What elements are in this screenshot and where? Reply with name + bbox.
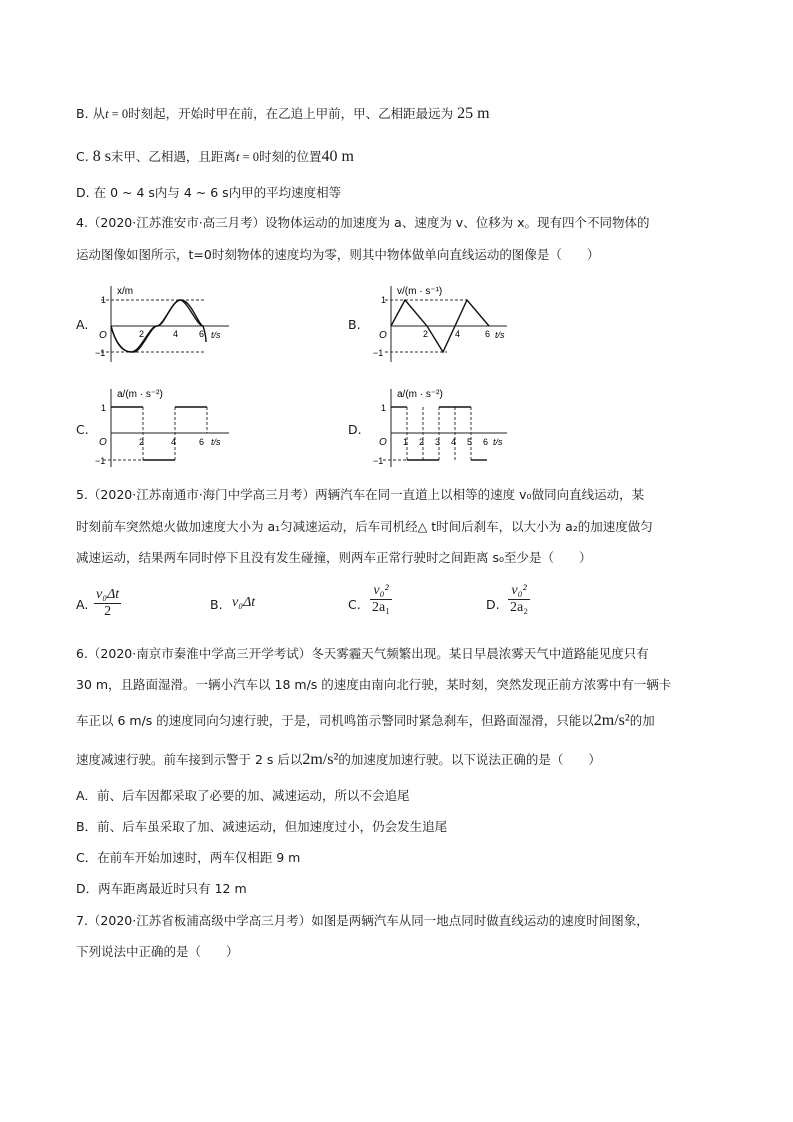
graph-d-tick-5: 5 <box>467 437 473 447</box>
graph-a-tick-6: 6 <box>199 329 205 339</box>
graph-a <box>95 282 235 367</box>
q6-option-a: A．前、后车因都采取了必要的加、减速运动，所以不会追尾 <box>76 788 410 803</box>
graph-d-label: D. <box>348 422 362 437</box>
q3-option-c: C. 8 s末甲、乙相遇，且距离t = 0时刻的位置40 m <box>76 148 354 165</box>
graph-d-yneg: −1 <box>373 456 384 466</box>
graph-c-xlabel: t/s <box>211 437 221 447</box>
q5-option-b-label: B. <box>210 597 223 612</box>
q3-option-b: B. 从t = 0时刻起，开始时甲在前，在乙追上甲前，甲、乙相距最远为 25 m <box>76 105 490 122</box>
graph-a-tick-2: 2 <box>139 329 145 339</box>
graph-c-tick-4: 4 <box>171 437 177 447</box>
q5-option-c-label: C. <box>348 597 361 612</box>
graph-a-label: A. <box>76 317 89 332</box>
graph-d <box>367 385 517 470</box>
graph-b <box>367 282 517 367</box>
graph-d-tick-1: 1 <box>403 437 409 447</box>
q5-stem-line2: 时刻前车突然熄火做加速度大小为 a₁匀减速运动，后车司机经△ t时间后刹车，以大小为 a₂的加速度做匀 <box>76 519 653 534</box>
q5-option-c-fraction: $\frac{\text{v₀²}}{\text{2a₁}}$ <box>372 583 391 615</box>
graph-c-origin: O <box>99 437 107 448</box>
q4-stem-line1: 4.（2020·江苏淮安市·高三月考）设物体运动的加速度为 a、速度为 v、位移为 x。现有四个不同物体的 <box>76 215 650 230</box>
q6-option-c: C．在前车开始加速时，两车仅相距 9 m <box>76 850 301 865</box>
graph-b-yneg: −1 <box>373 348 384 358</box>
graph-b-tick-2: 2 <box>423 329 429 339</box>
graph-d-xlabel: t/s <box>493 437 503 447</box>
q5-option-d-label: D. <box>486 597 500 612</box>
graph-d-ypos: 1 <box>381 403 387 413</box>
q6-option-b: B．前、后车虽采取了加、减速运动，但加速度过小，仍会发生追尾 <box>76 819 448 834</box>
graph-c-label: C. <box>76 422 89 437</box>
q5-option-a-label: A. <box>76 597 89 612</box>
graph-d-ylabel: a/(m · s⁻²) <box>397 389 443 400</box>
graph-a-tick-4: 4 <box>173 329 179 339</box>
graph-d-tick-2: 2 <box>419 437 425 447</box>
graph-b-label: B. <box>348 317 361 332</box>
q6-stem-line1: 6.（2020·南京市秦淮中学高三开学考试）冬天雾霾天气频繁出现。某日早晨浓雾天气中道路能见度只有 <box>76 646 649 661</box>
q5-stem-line1: 5.（2020·江苏南通市·海门中学高三月考）两辆汽车在同一直道上以相等的速度 v₀做同向直线运动，某 <box>76 487 645 502</box>
graph-d-origin: O <box>379 437 387 448</box>
q7-stem-line1: 7.（2020·江苏省板浦高级中学高三月考）如图是两辆汽车从同一地点同时做直线运动的速度时间图象， <box>76 913 649 928</box>
graph-b-origin: O <box>379 330 387 341</box>
graph-c <box>95 385 235 470</box>
graph-c-tick-6: 6 <box>199 437 205 447</box>
q4-stem-line2: 运动图像如图所示，t=0时刻物体的速度均为零，则其中物体做单向直线运动的图像是（ ） <box>76 247 600 262</box>
q7-stem-line2: 下列说法中正确的是（ ） <box>76 944 239 959</box>
q6-option-d: D．两车距离最近时只有 12 m <box>76 881 247 896</box>
graph-b-ylabel: v/(m · s⁻¹) <box>397 286 443 297</box>
graph-b-xlabel: t/s <box>495 330 505 340</box>
graph-a-xlabel: t/s <box>211 330 221 340</box>
graph-d-tick-4: 4 <box>451 437 457 447</box>
graph-c-ylabel: a/(m · s⁻²) <box>117 389 163 400</box>
q6-stem-line2: 30 m，且路面湿滑。一辆小汽车以 18 m/s 的速度由南向北行驶，某时刻，突然发现正前方浓雾中有一辆卡 <box>76 677 672 692</box>
graph-a-ylabel: x/m <box>117 286 134 297</box>
graph-b-ypos: 1 <box>381 295 387 305</box>
q5-option-a-fraction: $\frac{\text{v₀Δt}}{2}$ <box>96 587 120 619</box>
q3-option-d: D. 在 0 ~ 4 s内与 4 ~ 6 s内甲的平均速度相等 <box>76 185 342 200</box>
graph-c-ypos: 1 <box>101 403 107 413</box>
q6-stem-line4: 速度减速行驶。前车接到示警于 2 s 后以2m/s²的加速度加速行驶。以下说法正确的是（ ） <box>76 751 601 768</box>
graph-d-tick-6: 6 <box>483 437 489 447</box>
graph-b-tick-4: 4 <box>455 329 461 339</box>
graph-a-origin: O <box>99 330 107 341</box>
graph-d-tick-3: 3 <box>435 437 441 447</box>
q6-stem-line3: 车正以 6 m/s 的速度同向匀速行驶，于是，司机鸣笛示警同时紧急刹车，但路面湿滑，只能以2m/s²的加 <box>76 712 655 729</box>
graph-c-tick-2: 2 <box>139 437 145 447</box>
q5-option-b-value: v₀Δt <box>232 595 256 610</box>
graph-a-ypos: 1 <box>101 295 107 305</box>
q5-stem-line3: 减速运动，结果两车同时停下且没有发生碰撞，则两车正常行驶时之间距离 s₀至少是（ ） <box>76 550 592 565</box>
graph-b-tick-6: 6 <box>485 329 491 339</box>
graph-c-yneg: −1 <box>95 456 106 466</box>
q5-option-d-fraction: $\frac{\text{v₀²}}{\text{2a₂}}$ <box>510 583 529 615</box>
graph-a-yneg: −1 <box>95 348 106 358</box>
